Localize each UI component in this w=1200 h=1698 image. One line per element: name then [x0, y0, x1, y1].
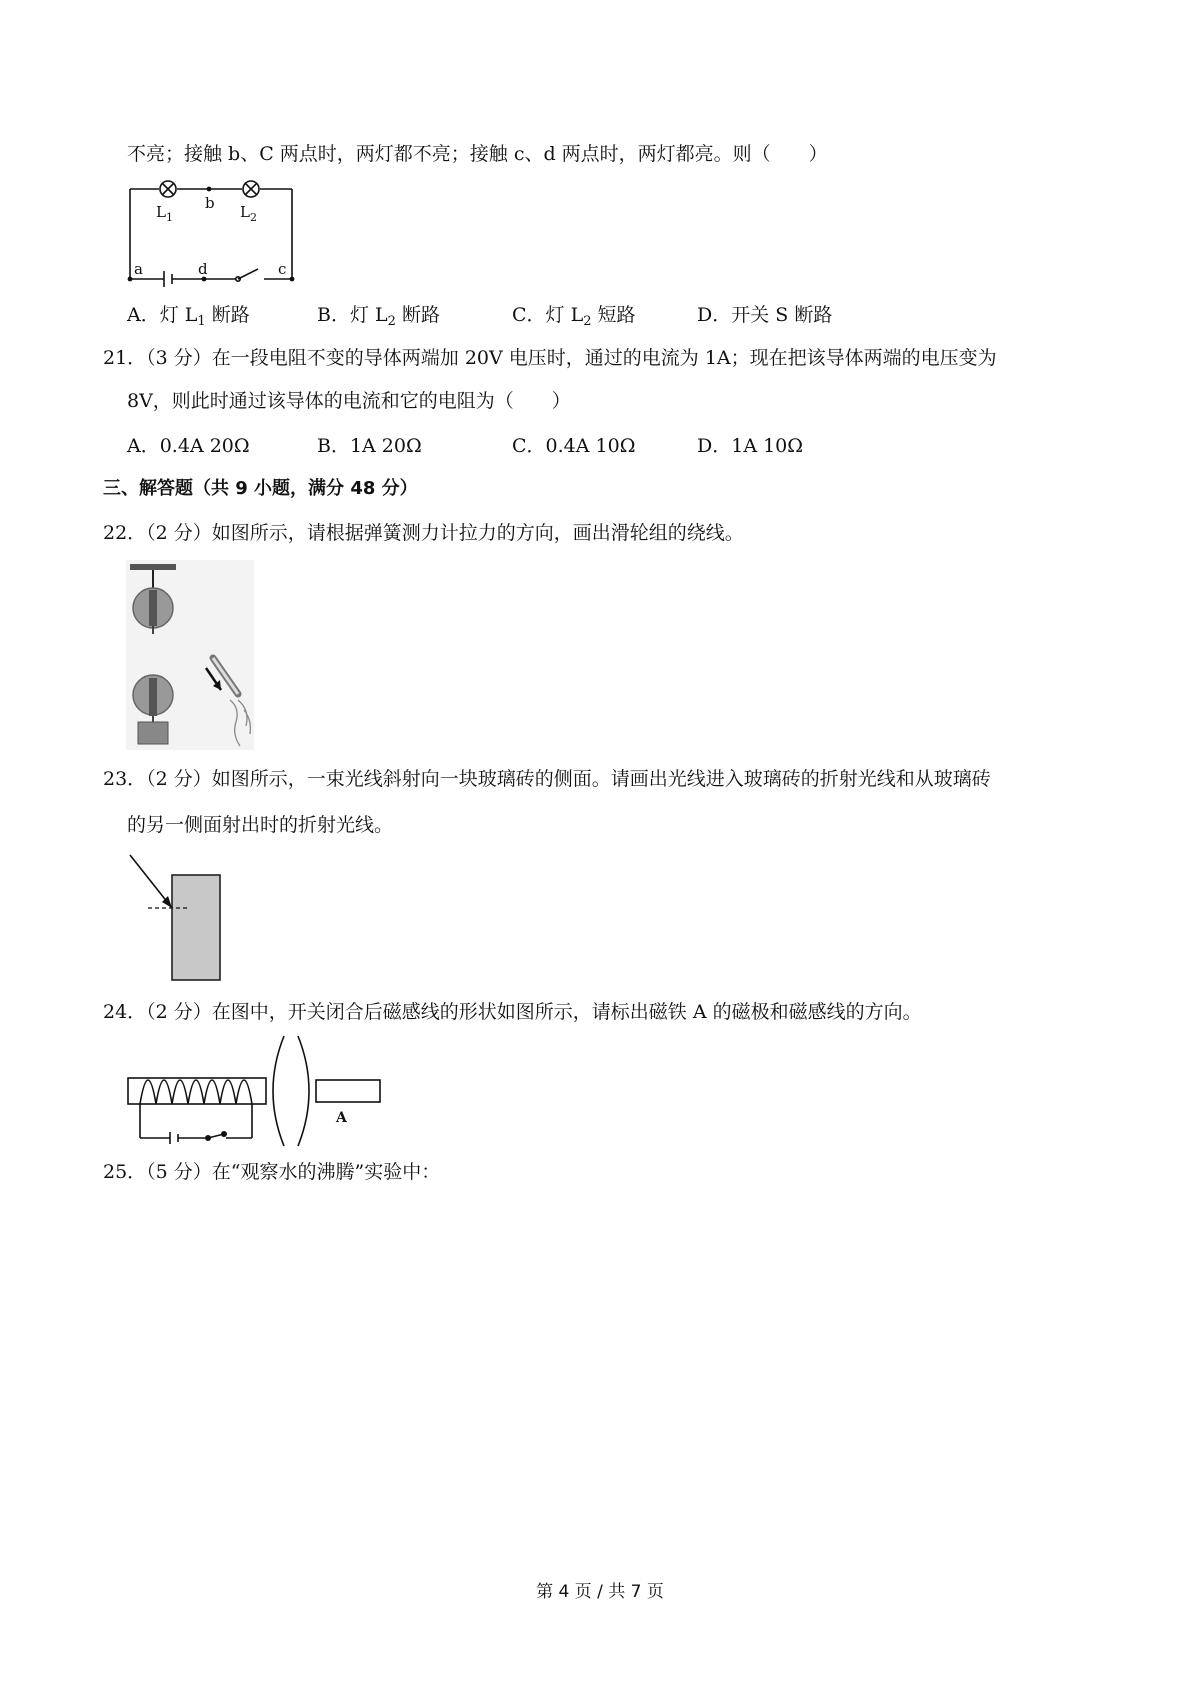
- q22-pulley-figure: [126, 560, 254, 750]
- label-c: c: [278, 260, 287, 278]
- q21-option-b: B．1A 20Ω: [317, 435, 422, 457]
- q20-option-a: A．灯 $L_1$ 断路: [127, 304, 250, 329]
- q23-glass-brick-figure: [126, 850, 226, 985]
- q21-option-d: D．1A 10Ω: [697, 435, 804, 457]
- magnet-a-label: A: [336, 1110, 347, 1126]
- section-heading: 三、解答题（共 9 小题，满分 48 分）: [103, 478, 418, 499]
- label-L1: $L_1$: [156, 203, 173, 224]
- q20-option-b: B．灯 $L_2$ 断路: [317, 304, 440, 329]
- q20-option-c: C．灯 $L_2$ 短路: [512, 304, 636, 329]
- label-d: d: [198, 260, 208, 278]
- q24-text: 24．（2 分）在图中，开关闭合后磁感线的形状如图所示，请标出磁铁 A 的磁极和磁感线的方向。: [103, 1001, 922, 1023]
- label-a: a: [134, 260, 143, 278]
- q20-option-d: D．开关 S 断路: [697, 304, 833, 326]
- label-L2: $L_2$: [240, 203, 257, 224]
- label-b: b: [205, 194, 215, 212]
- q21-option-a: A．0.4A 20Ω: [127, 435, 250, 457]
- q20-continuation-text: 不亮；接触 b、C 两点时，两灯都不亮；接触 c、d 两点时，两灯都亮。则（ ）: [127, 143, 828, 165]
- q23-text-line2: 的另一侧面射出时的折射光线。: [127, 814, 394, 836]
- q21-text-line1: 21．（3 分）在一段电阻不变的导体两端加 20V 电压时，通过的电流为 1A；现在把该导体两端的电压变为: [103, 347, 997, 369]
- q21-text-line2: 8V，则此时通过该导体的电流和它的电阻为（ ）: [127, 390, 571, 412]
- q24-solenoid-magnet-figure: [126, 1036, 396, 1146]
- q23-text-line1: 23．（2 分）如图所示，一束光线斜射向一块玻璃砖的侧面。请画出光线进入玻璃砖的折射光线和从玻璃砖: [103, 768, 991, 790]
- q22-text: 22．（2 分）如图所示，请根据弹簧测力计拉力的方向，画出滑轮组的绕线。: [103, 522, 744, 544]
- q20-circuit-diagram: [126, 175, 326, 285]
- q25-text: 25．（5 分）在“观察水的沸腾”实验中：: [103, 1161, 441, 1183]
- page-footer: 第 4 页 / 共 7 页: [536, 1582, 664, 1602]
- q21-option-c: C．0.4A 10Ω: [512, 435, 636, 457]
